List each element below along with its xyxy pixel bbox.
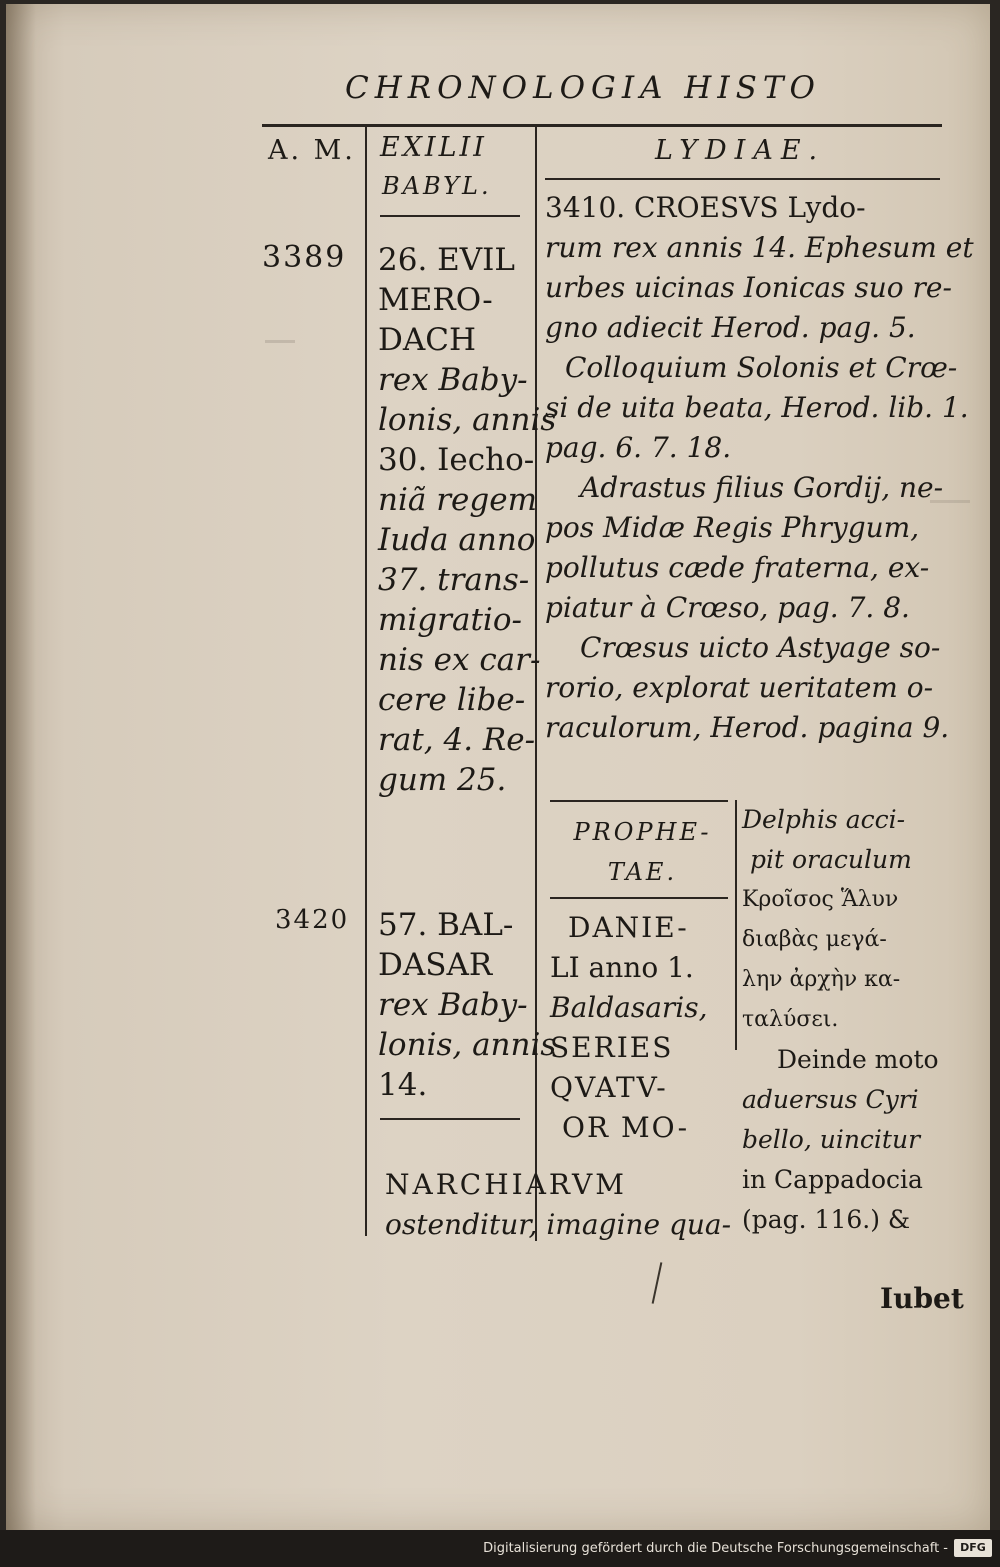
running-header: CHRONOLOGIA HISTO bbox=[345, 70, 821, 106]
rule-prophetae-top bbox=[550, 800, 728, 802]
text-line: pollutus cæde fraterna, ex- bbox=[545, 551, 930, 584]
text-line: Deinde moto bbox=[777, 1045, 939, 1074]
prophetae-text bbox=[550, 908, 708, 1148]
text-line: pos Midæ Regis Phrygum, bbox=[545, 511, 920, 544]
text-line: cere libe- bbox=[378, 682, 526, 718]
text-line: aduersus Cyri bbox=[742, 1085, 919, 1114]
text-line: Baldasaris, bbox=[550, 991, 708, 1024]
header-rule bbox=[262, 124, 942, 127]
year-second: 3420 bbox=[275, 905, 350, 935]
col-header-exilii: EXILII bbox=[380, 132, 487, 163]
text-line: Delphis acci- bbox=[742, 805, 906, 834]
text-line: DACH bbox=[378, 322, 476, 358]
bleed-through-mark bbox=[265, 340, 295, 343]
text-line: Κροῖσος Ἅλυν bbox=[742, 887, 899, 912]
digitization-footer bbox=[0, 1530, 1000, 1567]
text-line: Adrastus filius Gordij, ne- bbox=[580, 471, 944, 504]
text-line: TAE. bbox=[607, 858, 678, 886]
text-line: rex Baby- bbox=[378, 362, 528, 398]
text-line: 3410. CROESVS Lydo- bbox=[545, 191, 866, 224]
rule-exilii-end bbox=[380, 1118, 520, 1120]
dfg-logo: DFG bbox=[954, 1539, 992, 1557]
text-line: OR MO- bbox=[562, 1111, 690, 1144]
text-line: raculorum, Herod. pagina 9. bbox=[545, 711, 950, 744]
lydiae-text bbox=[545, 188, 974, 748]
rule-under-exilii bbox=[380, 215, 520, 217]
text-line: SERIES bbox=[550, 1031, 674, 1064]
text-line: 26. EVIL bbox=[378, 242, 516, 278]
text-line: DANIE- bbox=[568, 911, 689, 944]
catchword: Iubet bbox=[880, 1282, 964, 1315]
year-first: 3389 bbox=[262, 240, 347, 275]
text-line: ostenditur, imagine qua- bbox=[385, 1208, 732, 1241]
text-line: rorio, explorat ueritatem o- bbox=[545, 671, 934, 704]
text-line: gum 25. bbox=[378, 762, 507, 798]
text-line: MERO- bbox=[378, 282, 493, 318]
text-line: 14. bbox=[378, 1067, 428, 1103]
text-line: LI anno 1. bbox=[550, 951, 694, 984]
text-line: 37. trans- bbox=[378, 562, 530, 598]
text-line: rex Baby- bbox=[378, 987, 528, 1023]
text-line: PROPHE- bbox=[573, 818, 712, 846]
text-line: lonis, annis bbox=[378, 1027, 557, 1063]
text-line: si de uita beata, Herod. lib. 1. bbox=[545, 391, 969, 424]
text-line: nis ex car- bbox=[378, 642, 541, 678]
text-line: pit oraculum bbox=[750, 845, 912, 874]
text-line: Crœsus uicto Astyage so- bbox=[580, 631, 941, 664]
exilii-entry-first bbox=[378, 240, 556, 800]
text-line: NARCHIARVM bbox=[385, 1168, 627, 1201]
text-line: bello, uincitur bbox=[742, 1125, 921, 1154]
footer-text: Digitalisierung gefördert durch die Deutsche Forschungsgemeinschaft - bbox=[483, 1541, 948, 1556]
prophetae-header bbox=[555, 812, 730, 892]
text-line: 30. Iecho- bbox=[378, 442, 535, 478]
text-line: Colloquium Solonis et Crœ- bbox=[565, 351, 958, 384]
text-line: rat, 4. Re- bbox=[378, 722, 536, 758]
text-line: gno adiecit Herod. pag. 5. bbox=[545, 311, 916, 344]
right-column-text bbox=[742, 800, 939, 1240]
text-line: 57. BAL- bbox=[378, 907, 514, 943]
exilii-entry-second bbox=[378, 905, 556, 1105]
text-line: in Cappadocia bbox=[742, 1165, 923, 1194]
col-header-babyl: BABYL. bbox=[382, 172, 492, 200]
text-line: QVATV- bbox=[550, 1071, 668, 1104]
text-line: rum rex annis 14. Ephesum et bbox=[545, 231, 974, 264]
col-header-lydiae: LYDIAE. bbox=[655, 135, 826, 166]
vrule-prophetae bbox=[735, 800, 737, 1050]
text-line: piatur à Crœso, pag. 7. 8. bbox=[545, 591, 910, 624]
col-header-am: A. M. bbox=[268, 135, 356, 166]
text-line: (pag. 116.) & bbox=[742, 1205, 911, 1234]
text-line: λην ἀρχὴν κα- bbox=[742, 967, 901, 992]
text-line: DASAR bbox=[378, 947, 493, 983]
rule-under-lydiae-header bbox=[545, 178, 940, 180]
text-line: migratio- bbox=[378, 602, 522, 638]
vrule-am bbox=[365, 126, 367, 1236]
text-line: διαβὰς μεγά- bbox=[742, 927, 887, 952]
text-line: ταλύσει. bbox=[742, 1007, 839, 1032]
text-line: pag. 6. 7. 18. bbox=[545, 431, 732, 464]
gutter-shadow bbox=[6, 4, 36, 1530]
rule-prophetae-under bbox=[550, 897, 728, 899]
text-line: niã regem bbox=[378, 482, 537, 518]
text-line: urbes uicinas Ionicas suo re- bbox=[545, 271, 952, 304]
text-line: Iuda anno bbox=[378, 522, 536, 558]
bottom-text bbox=[385, 1165, 731, 1245]
text-line: lonis, annis bbox=[378, 402, 557, 438]
